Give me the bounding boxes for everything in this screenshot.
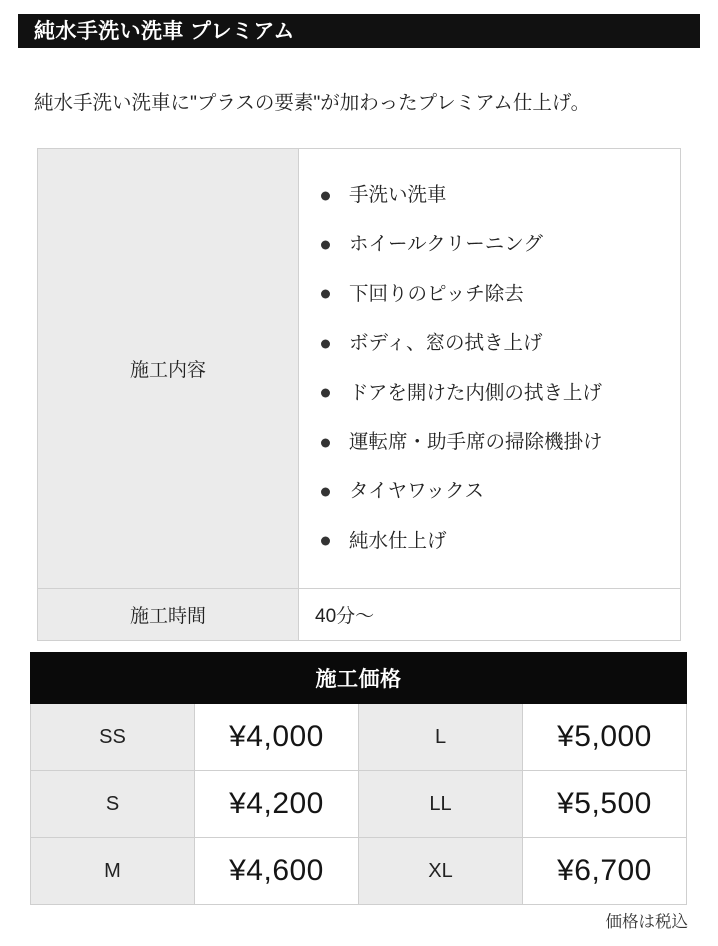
price-size-xl: XL <box>359 838 523 905</box>
table-row-service-time <box>38 589 681 641</box>
list-item-label: タイヤワックス <box>349 480 484 503</box>
price-size-ll: LL <box>359 771 523 838</box>
list-item-label: ボディ、窓の拭き上げ <box>349 332 543 355</box>
price-table <box>30 652 687 905</box>
price-amount-l: ¥5,000 <box>523 704 687 771</box>
list-item-label: 下回りのピッチ除去 <box>349 282 524 305</box>
price-size-s: S <box>31 771 195 838</box>
row-value-service-time: 40分〜 <box>299 589 681 641</box>
bullet-icon <box>321 241 330 250</box>
page-title: 純水手洗い洗車 プレミアム <box>34 19 295 43</box>
list-item-label: ホイールクリーニング <box>349 233 543 256</box>
table-row <box>31 704 687 771</box>
price-amount-s: ¥4,200 <box>195 771 359 838</box>
list-item <box>315 431 680 454</box>
price-amount-ll: ¥5,500 <box>523 771 687 838</box>
page-title-bar <box>18 14 700 48</box>
list-item-label: 手洗い洗車 <box>349 183 447 206</box>
row-label-service-time: 施工時間 <box>38 589 299 641</box>
bullet-icon <box>321 487 330 496</box>
bullet-icon <box>321 389 330 398</box>
list-item <box>315 283 680 306</box>
bullet-icon <box>321 537 330 546</box>
list-item <box>315 332 680 355</box>
service-spec-table <box>37 148 681 641</box>
bullet-icon <box>321 339 330 348</box>
price-table-header-row <box>31 653 687 704</box>
list-item <box>315 184 680 207</box>
price-table-header: 施工価格 <box>31 653 687 704</box>
table-row-service-contents <box>38 149 681 589</box>
lead-description: 純水手洗い洗車に"プラスの要素"が加わったプレミアム仕上げ。 <box>34 91 591 114</box>
price-size-l: L <box>359 704 523 771</box>
price-amount-ss: ¥4,000 <box>195 704 359 771</box>
row-value-service-contents <box>299 149 681 589</box>
service-contents-list <box>315 184 680 553</box>
bullet-icon <box>321 191 330 200</box>
list-item-label: 運転席・助手席の掃除機掛け <box>349 430 603 453</box>
list-item <box>315 382 680 405</box>
list-item <box>315 480 680 503</box>
list-item <box>315 233 680 256</box>
bullet-icon <box>321 290 330 299</box>
price-size-m: M <box>31 838 195 905</box>
list-item-label: ドアを開けた内側の拭き上げ <box>349 381 602 404</box>
price-size-ss: SS <box>31 704 195 771</box>
table-row <box>31 838 687 905</box>
bullet-icon <box>321 438 330 447</box>
price-amount-m: ¥4,600 <box>195 838 359 905</box>
table-row <box>31 771 687 838</box>
list-item-label: 純水仕上げ <box>349 529 447 552</box>
price-amount-xl: ¥6,700 <box>523 838 687 905</box>
row-label-service-contents: 施工内容 <box>38 149 299 589</box>
tax-footnote: 価格は税込 <box>605 913 688 931</box>
list-item <box>315 530 680 553</box>
